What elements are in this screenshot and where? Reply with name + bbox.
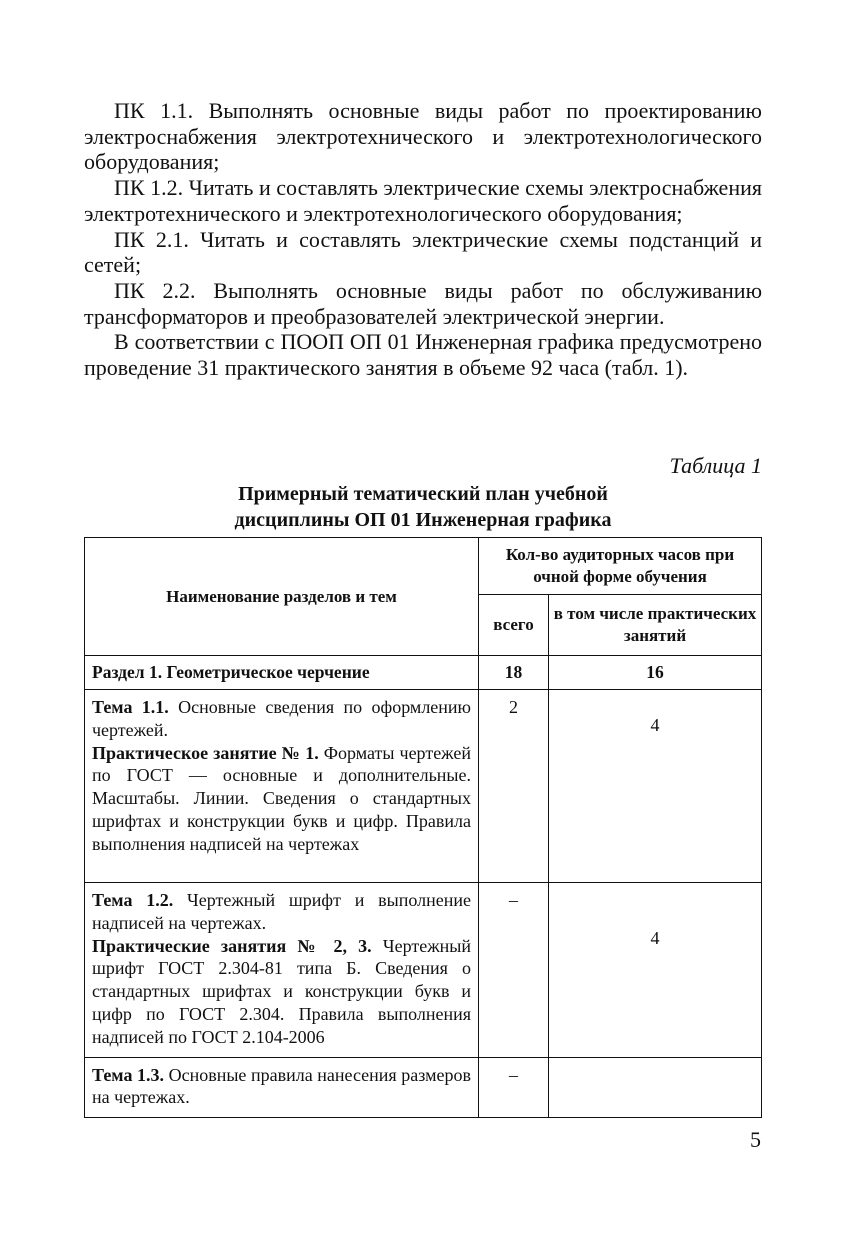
topic-text: Основные сведения по оформлению чертежей. [92, 697, 471, 740]
table-row [85, 883, 762, 1058]
topic-text: Основные правила нанесения размеров на чертежах. [92, 1064, 471, 1108]
page-number: 5 [750, 1127, 761, 1152]
practice-hours-value: 4 [650, 928, 660, 949]
header-total-column: всего [479, 595, 549, 656]
thematic-plan-table [84, 537, 762, 1118]
practice-label: Практическое занятие № 1. [92, 742, 319, 763]
practice-text: Чертежный шрифт ГОСТ 2.304-81 типа Б. Сведения о стандартных шрифтах и конструкции букв и цифр по ГОСТ 2.304. Правила выполнения надписей по ГОСТ 2.104-2006 [92, 935, 471, 1047]
practice-hours-value: 4 [650, 714, 660, 735]
table-title [84, 481, 762, 533]
section-title: Раздел 1. Геометрическое черчение [85, 656, 479, 690]
topic-label: Тема 1.1. [92, 697, 169, 717]
header-practice-column: в том числе практических занятий [549, 595, 762, 656]
total-hours-cell: – [479, 1057, 549, 1118]
table-row [85, 690, 762, 883]
table-title-line-1: Примерный тематический план учебной [238, 483, 608, 505]
topic-cell [85, 690, 479, 883]
paragraph-pk-1-2: ПК 1.2. Читать и составлять электрические схемы электроснабжения электротехнического и электротехнологического оборудования; [84, 175, 762, 226]
body-text [84, 98, 762, 381]
total-hours-cell: 2 [479, 690, 549, 883]
paragraph-poop: В соответствии с ПООП ОП 01 Инженерная графика предусмотрено проведение 31 практического занятия в объеме 92 часа (табл. 1). [84, 329, 762, 381]
table-title-line-2: дисциплины ОП 01 Инженерная графика [234, 509, 612, 531]
topic-label: Тема 1.3. [92, 1064, 165, 1085]
total-hours-cell: – [479, 883, 549, 1058]
paragraph-pk-2-1: ПК 2.1. Читать и составлять электрические схемы подстанций и сетей; [84, 226, 762, 278]
header-row-1 [85, 538, 762, 595]
practice-hours-cell [549, 883, 762, 1058]
practice-hours-cell [549, 690, 762, 883]
paragraph-pk-1-1: ПК 1.1. Выполнять основные виды работ по проектированию электроснабжения электротехнического и электротехнологического оборудования; [84, 98, 762, 175]
practice-text: Форматы чертежей по ГОСТ — основные и дополнительные. Масштабы. Линии. Сведения о стандартных шрифтах и конструкции букв и цифр. Правила выполнения надписей на чертежах [92, 742, 471, 854]
practice-label: Практические занятия № 2, 3. [92, 935, 372, 956]
practice-hours-cell [549, 1057, 762, 1118]
header-name-column: Наименование разделов и тем [85, 538, 479, 656]
section-practice-hours: 16 [549, 656, 762, 690]
header-hours-group: Кол-во аудиторных часов при очной форме обучения [479, 538, 762, 595]
topic-label: Тема 1.2. [92, 890, 174, 910]
table-row [85, 1057, 762, 1118]
topic-text: Чертежный шрифт и выполнение надписей на чертежах. [92, 890, 472, 933]
table-label: Таблица 1 [669, 453, 762, 478]
section-total-hours: 18 [479, 656, 549, 690]
section-row [85, 656, 762, 690]
topic-cell [85, 883, 479, 1058]
topic-cell [85, 1057, 479, 1118]
paragraph-pk-2-2: ПК 2.2. Выполнять основные виды работ по обслуживанию трансформаторов и преобразователей электрической энергии. [84, 277, 762, 329]
